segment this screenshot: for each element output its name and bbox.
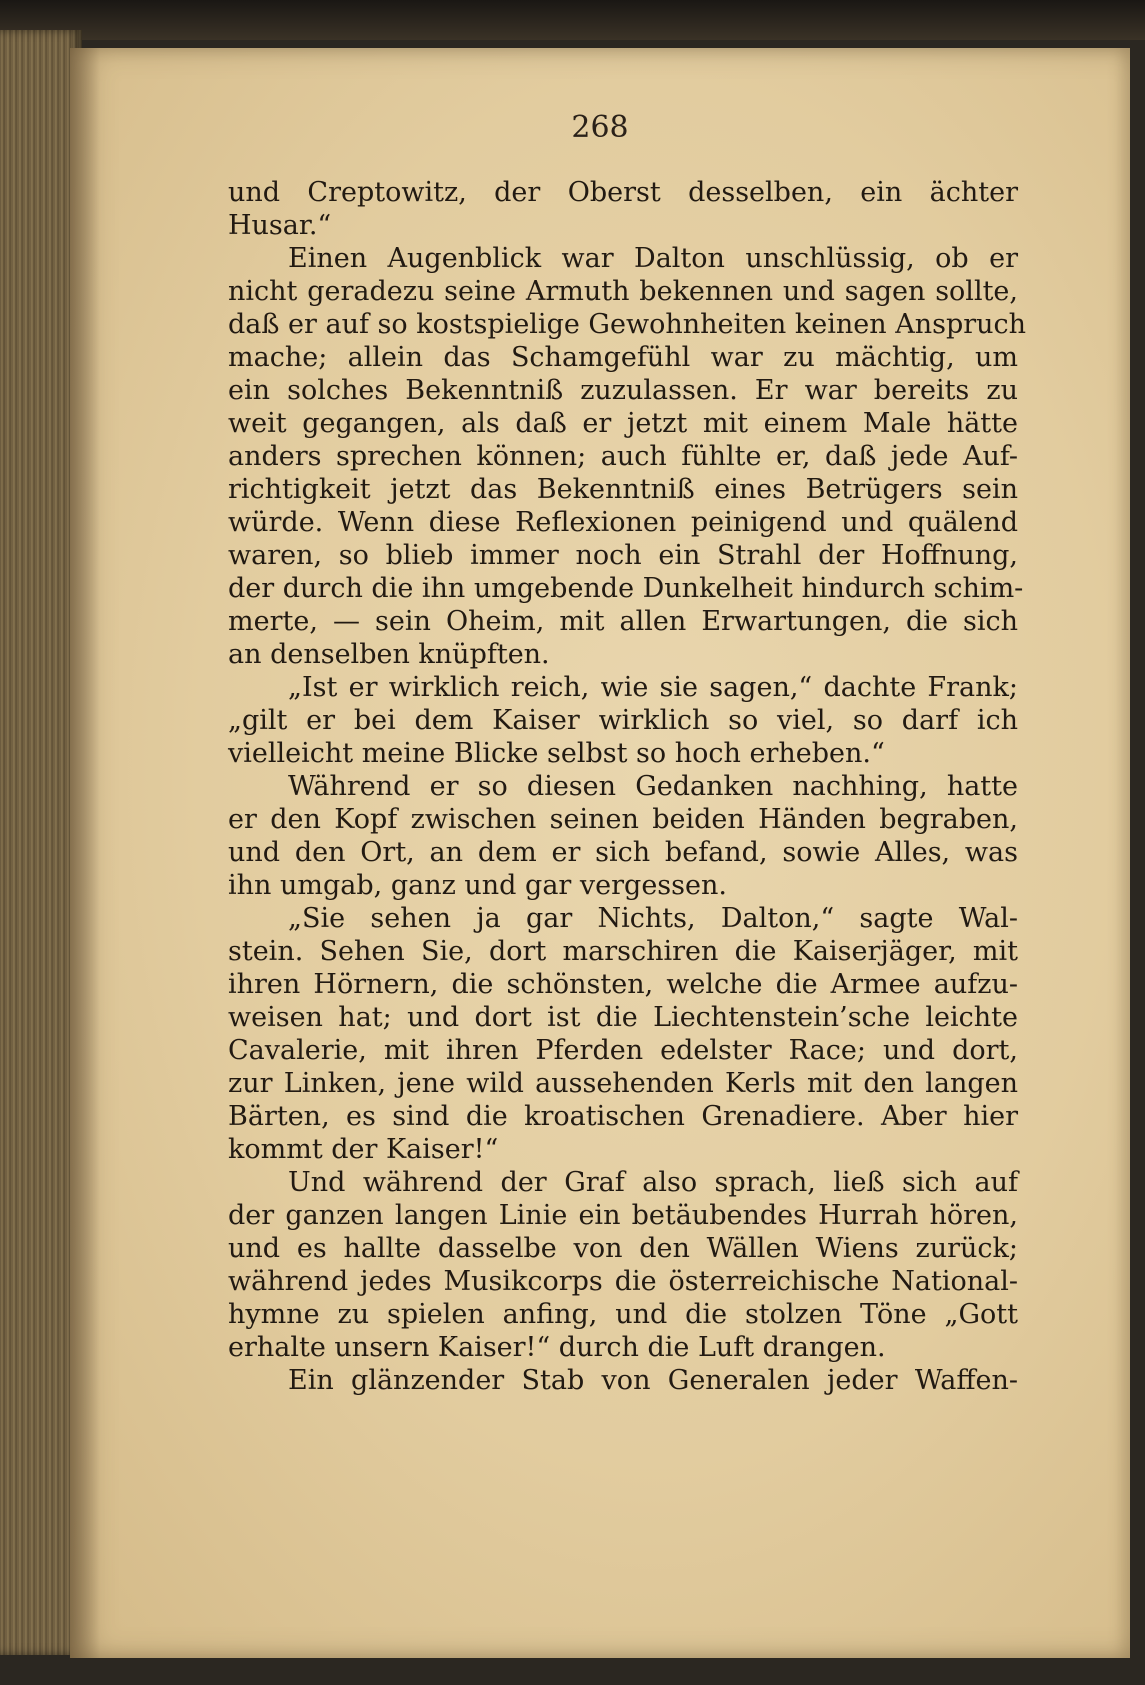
text-line: weisen hat; und dort ist die Liechtenstein’sche leichte bbox=[228, 1002, 1018, 1033]
text-line: an denselben knüpften. bbox=[228, 639, 550, 670]
text-line: vielleicht meine Blicke selbst so hoch erheben.“ bbox=[228, 738, 885, 769]
text-line: „Ist er wirklich reich, wie sie sagen,“ dachte Frank; bbox=[288, 672, 1018, 703]
text-line: Ein glänzender Stab von Generalen jeder Waffen- bbox=[288, 1365, 1018, 1396]
text-line: erhalte unsern Kaiser!“ durch die Luft drangen. bbox=[228, 1332, 886, 1363]
text-line: Bärten, es sind die kroatischen Grenadiere. Aber hier bbox=[228, 1101, 1018, 1132]
page-number: 268 bbox=[571, 110, 629, 145]
text-line: stein. Sehen Sie, dort marschiren die Kaiserjäger, mit bbox=[228, 936, 1018, 967]
text-line: nicht geradezu seine Armuth bekennen und sagen sollte, bbox=[228, 276, 1018, 307]
text-line: hymne zu spielen anfing, und die stolzen Töne „Gott bbox=[228, 1299, 1018, 1330]
text-line: merte, — sein Oheim, mit allen Erwartungen, die sich bbox=[228, 606, 1018, 637]
text-line: richtigkeit jetzt das Bekenntniß eines Betrügers sein bbox=[228, 474, 1018, 505]
text-line: und es hallte dasselbe von den Wällen Wiens zurück; bbox=[228, 1233, 1018, 1264]
text-line: Einen Augenblick war Dalton unschlüssig, ob er bbox=[288, 243, 1018, 274]
text-line: während jedes Musikcorps die österreichische National- bbox=[228, 1266, 1018, 1297]
spine-shadow bbox=[70, 48, 100, 1658]
text-line: der ganzen langen Linie ein betäubendes Hurrah hören, bbox=[228, 1200, 1018, 1231]
text-line: ihren Hörnern, die schönsten, welche die Armee aufzu- bbox=[228, 969, 1018, 1000]
text-line: „Sie sehen ja gar Nichts, Dalton,“ sagte Wal- bbox=[288, 903, 1018, 934]
text-line: anders sprechen können; auch fühlte er, daß jede Auf- bbox=[228, 441, 1018, 472]
text-line: würde. Wenn diese Reflexionen peinigend und quälend bbox=[228, 507, 1018, 538]
text-line: Cavalerie, mit ihren Pferden edelster Race; und dort, bbox=[228, 1035, 1018, 1066]
text-line: und den Ort, an dem er sich befand, sowie Alles, was bbox=[228, 837, 1018, 868]
text-line: kommt der Kaiser!“ bbox=[228, 1134, 499, 1165]
book-binding-top bbox=[0, 0, 1145, 40]
text-line: und Creptowitz, der Oberst desselben, ein ächter bbox=[228, 177, 1018, 208]
text-line: ihn umgab, ganz und gar vergessen. bbox=[228, 870, 727, 901]
page-sheet bbox=[70, 48, 1130, 1658]
text-line: der durch die ihn umgebende Dunkelheit hindurch schim- bbox=[228, 573, 1024, 604]
text-line: Und während der Graf also sprach, ließ sich auf bbox=[288, 1167, 1018, 1198]
text-line: Während er so diesen Gedanken nachhing, hatte bbox=[288, 771, 1018, 802]
text-line: Husar.“ bbox=[228, 210, 332, 241]
text-line: weit gegangen, als daß er jetzt mit einem Male hätte bbox=[228, 408, 1018, 439]
body-text bbox=[228, 176, 1027, 1397]
text-line: er den Kopf zwischen seinen beiden Händen begraben, bbox=[228, 804, 1018, 835]
text-line: mache; allein das Schamgefühl war zu mächtig, um bbox=[228, 342, 1018, 373]
text-line: waren, so blieb immer noch ein Strahl der Hoffnung, bbox=[228, 540, 1018, 571]
text-line: daß er auf so kostspielige Gewohnheiten keinen Anspruch bbox=[228, 309, 1027, 340]
text-line: ein solches Bekenntniß zuzulassen. Er war bereits zu bbox=[228, 375, 1018, 406]
text-line: zur Linken, jene wild aussehenden Kerls mit den langen bbox=[228, 1068, 1018, 1099]
text-line: „gilt er bei dem Kaiser wirklich so viel, so darf ich bbox=[228, 705, 1018, 736]
